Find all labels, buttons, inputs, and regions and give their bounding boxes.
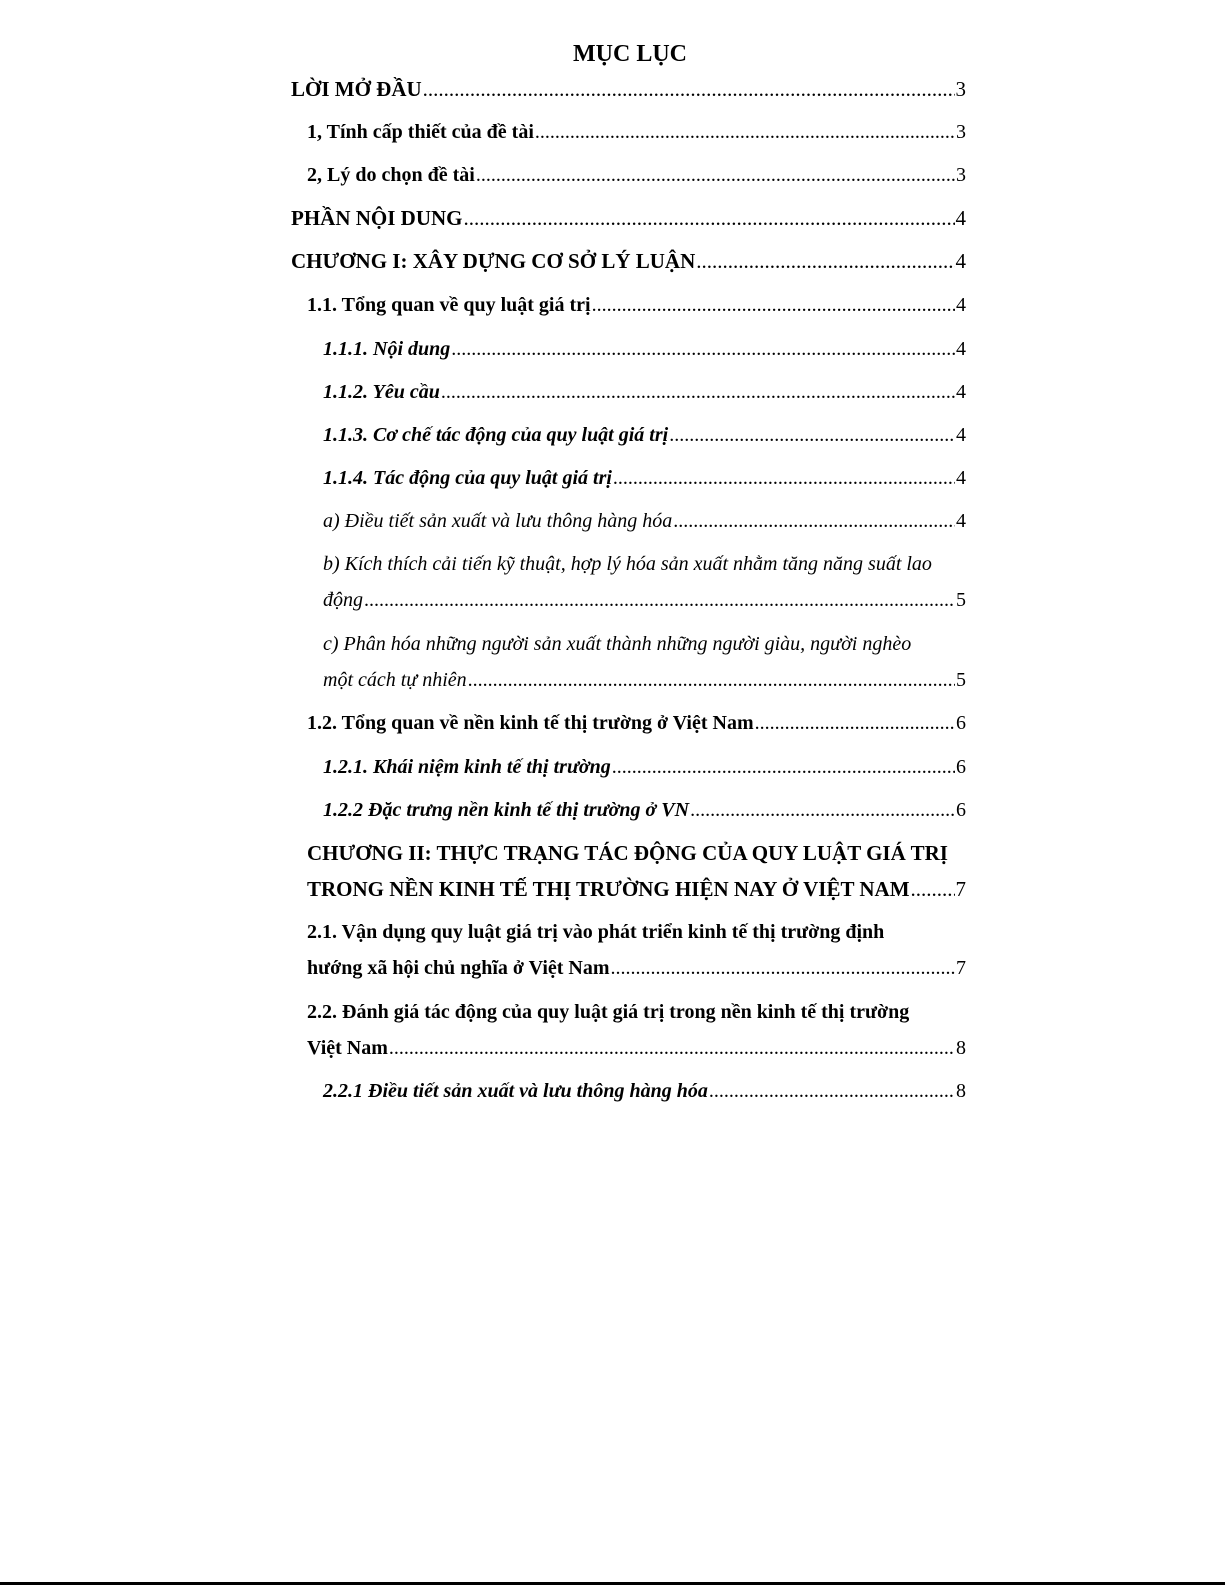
toc-entry-text: 1.2.1. Khái niệm kinh tế thị trường [323, 756, 611, 778]
dot-leader [696, 243, 954, 279]
toc-entry-1-2-1[interactable] [323, 749, 966, 785]
toc-entry-2-1[interactable] [307, 914, 966, 986]
toc-entry-text: Việt Nam [307, 1037, 388, 1059]
toc-entry-page: 4 [956, 338, 966, 360]
toc-entry-c[interactable] [323, 626, 966, 698]
toc-entry-first-line: CHƯƠNG II: THỰC TRẠNG TÁC ĐỘNG CỦA QUY LUẬT GIÁ TRỊ [307, 841, 948, 865]
toc-entry-loi-mo-dau[interactable] [291, 71, 966, 107]
dot-leader [669, 417, 955, 453]
toc-entry-1-2-2[interactable] [323, 792, 966, 828]
toc-entry-ly-do-chon[interactable] [307, 157, 966, 193]
toc-entry-first-line: b) Kích thích cải tiến kỹ thuật, hợp lý hóa sản xuất nhằm tăng năng suất lao [323, 553, 932, 575]
toc-entry-b[interactable] [323, 546, 966, 618]
toc-entry-chuong-1[interactable] [291, 243, 966, 279]
toc-entry-page: 4 [955, 206, 966, 230]
toc-entry-1-1-4[interactable] [323, 460, 966, 496]
dot-leader [709, 1073, 955, 1109]
toc-entry-page: 4 [956, 424, 966, 446]
toc-entry-chuong-2[interactable] [307, 835, 966, 907]
toc-entry-text: 1.1.1. Nội dung [323, 338, 451, 360]
toc-entry-2-2[interactable] [307, 994, 966, 1066]
toc-entry-1-1-1[interactable] [323, 331, 966, 367]
toc-entry-text: động [323, 589, 363, 611]
toc-entry-page: 6 [956, 756, 966, 778]
toc-entry-text: LỜI MỞ ĐẦU [291, 77, 422, 101]
toc-entry-a[interactable] [323, 503, 966, 539]
toc-entry-page: 4 [956, 294, 966, 316]
dot-leader [613, 460, 955, 496]
toc-entry-1-1-3[interactable] [323, 417, 966, 453]
toc-entry-page: 8 [956, 1037, 966, 1059]
dot-leader [464, 200, 955, 236]
toc-entry-text: 1.2.2 Đặc trưng nền kinh tế thị trường ở VN [323, 799, 690, 821]
toc-entry-text: CHƯƠNG I: XÂY DỰNG CƠ SỞ LÝ LUẬN [291, 249, 696, 273]
dot-leader [364, 582, 955, 618]
toc-entry-page: 7 [955, 877, 966, 901]
dot-leader [592, 287, 955, 323]
toc-entry-1-1-2[interactable] [323, 374, 966, 410]
dot-leader [476, 157, 955, 193]
toc-entry-page: 3 [956, 121, 966, 143]
toc-entry-1-2[interactable] [307, 705, 966, 741]
toc-entry-2-2-1[interactable] [323, 1073, 966, 1109]
toc-entry-page: 5 [956, 669, 966, 691]
dot-leader [611, 950, 955, 986]
toc-entry-text: một cách tự nhiên [323, 669, 467, 691]
toc-entry-text: 2, Lý do chọn đề tài [307, 164, 475, 186]
dot-leader [423, 71, 955, 107]
toc-entry-text: 1.1.4. Tác động của quy luật giá trị [323, 467, 612, 489]
toc-entry-page: 3 [955, 77, 966, 101]
dot-leader [690, 792, 955, 828]
toc-entry-page: 4 [956, 510, 966, 532]
toc-entry-first-line: 2.2. Đánh giá tác động của quy luật giá trị trong nền kinh tế thị trường [307, 1001, 910, 1023]
dot-leader [535, 114, 955, 150]
dot-leader [441, 374, 955, 410]
toc-entry-page: 4 [955, 249, 966, 273]
toc-entry-page: 6 [956, 712, 966, 734]
dot-leader [755, 705, 955, 741]
toc-entry-first-line: c) Phân hóa những người sản xuất thành những người giàu, người nghèo [323, 633, 912, 655]
dot-leader [451, 331, 955, 367]
toc-entry-first-line: 2.1. Vận dụng quy luật giá trị vào phát triển kinh tế thị trường định [307, 921, 885, 943]
toc-entry-page: 4 [956, 467, 966, 489]
toc-entry-text: 1.1.2. Yêu cầu [323, 381, 440, 403]
toc-entry-phan-noi-dung[interactable] [291, 200, 966, 236]
dot-leader [389, 1030, 955, 1066]
toc-title: MỤC LỤC [573, 41, 687, 67]
toc-entry-text: 1.1.3. Cơ chế tác động của quy luật giá trị [323, 424, 669, 446]
toc-entry-text: 2.2.1 Điều tiết sản xuất và lưu thông hàng hóa [323, 1080, 708, 1102]
toc-entry-tinh-cap-thiet[interactable] [307, 114, 966, 150]
toc-entry-page: 3 [956, 164, 966, 186]
toc-entry-text: hướng xã hội chủ nghĩa ở Việt Nam [307, 957, 610, 979]
toc-entry-text: 1, Tính cấp thiết của đề tài [307, 121, 534, 143]
dot-leader [468, 662, 955, 698]
toc-entry-text: 1.1. Tổng quan về quy luật giá trị [307, 294, 591, 316]
dot-leader [911, 871, 955, 907]
toc-entry-page: 7 [956, 957, 966, 979]
toc-entry-page: 5 [956, 589, 966, 611]
toc-entry-page: 6 [956, 799, 966, 821]
dot-leader [673, 503, 955, 539]
toc-entry-1-1[interactable] [307, 287, 966, 323]
toc-entry-text: TRONG NỀN KINH TẾ THỊ TRƯỜNG HIỆN NAY Ở VIỆT NAM [307, 877, 910, 901]
toc-entry-page: 4 [956, 381, 966, 403]
toc-entry-text: a) Điều tiết sản xuất và lưu thông hàng hóa [323, 510, 673, 532]
toc-entry-page: 8 [956, 1080, 966, 1102]
toc-entry-text: PHẦN NỘI DUNG [291, 206, 463, 230]
toc-entry-text: 1.2. Tổng quan về nền kinh tế thị trường ở Việt Nam [307, 712, 754, 734]
dot-leader [612, 749, 955, 785]
